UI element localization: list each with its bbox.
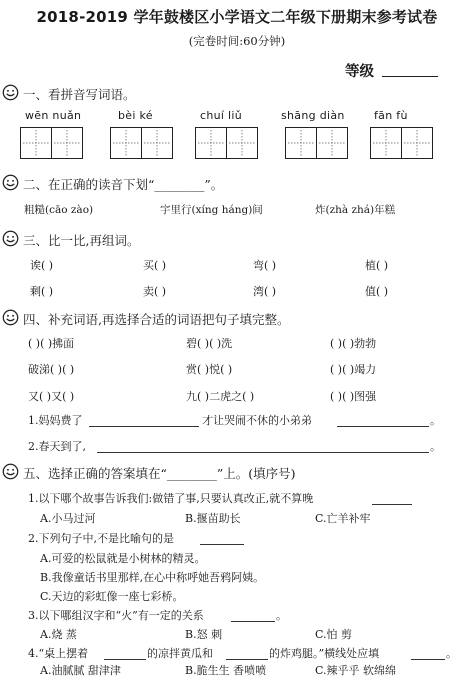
idiom-blank: 九( )二虎之( ) (186, 390, 255, 403)
section3-title: 三、比一比,再组词。 (23, 233, 140, 248)
q4-option-b: B.脆生生 香喷喷 (185, 664, 267, 677)
compare-word: 卖( ) (143, 285, 167, 298)
pinyin-1: wēn nuǎn (25, 109, 82, 122)
pinyin-4: shāng diàn (281, 109, 345, 122)
writing-box-3[interactable] (195, 127, 258, 159)
pinyin-5: fān fù (374, 109, 408, 122)
sentence1-end: 。 (430, 414, 441, 427)
compare-word: 湾( ) (253, 285, 277, 298)
q2-answer-blank[interactable] (200, 544, 244, 545)
q4-option-c: C.辣乎乎 软绵绵 (315, 664, 397, 677)
idiom-blank: 破涕( )( ) (28, 363, 75, 376)
compare-word: 植( ) (365, 259, 389, 272)
idiom-blank: 赏( )悦( ) (186, 363, 233, 376)
q3-text: 3.以下哪组汉字和“火”有一定的关系 (28, 609, 204, 622)
compare-word: 值( ) (365, 285, 389, 298)
smiley-icon (2, 463, 19, 480)
q3-option-c: C.怕 剪 (315, 628, 353, 641)
section5-title: 五、选择正确的答案填在“________”上。(填序号) (23, 466, 296, 481)
smiley-icon (2, 309, 19, 326)
writing-box-4[interactable] (285, 127, 348, 159)
q4-option-a: A.油腻腻 甜津津 (40, 664, 121, 677)
writing-box-2[interactable] (110, 127, 173, 159)
q2-option-c: C.天边的彩虹像一座七彩桥。 (40, 590, 184, 603)
q3-option-b: B.怒 刺 (185, 628, 223, 641)
q1-option-b: B.揠苗助长 (185, 512, 241, 525)
idiom-blank: 又( )又( ) (28, 390, 75, 403)
idiom-blank: ( )( )拂面 (28, 337, 75, 350)
pinyin-2: bèi ké (118, 109, 153, 122)
section2-title: 二、在正确的读音下划“________”。 (23, 177, 224, 192)
smiley-icon (2, 84, 19, 101)
q4-part-c: 的炸鸡腿。”横线处应填 (269, 647, 380, 660)
sentence2-part-a: 2.春天到了, (28, 440, 86, 453)
q4-blank-2[interactable] (226, 659, 268, 660)
q1-option-c: C.亡羊补牢 (315, 512, 371, 525)
idiom-blank: 碧( )( )洗 (186, 337, 233, 350)
section2-item-1: 粗糙(cāo zào) (24, 204, 94, 216)
q3-option-a: A.烧 蒸 (40, 628, 77, 641)
q1-answer-blank[interactable] (372, 504, 412, 505)
q1-option-a: A.小马过河 (40, 512, 96, 525)
q4-part-b: 的凉拌黄瓜和 (147, 647, 213, 660)
sentence1-part-a: 1.妈妈费了 (28, 414, 83, 427)
q2-text: 2.下列句子中,不是比喻句的是 (28, 532, 174, 545)
q4-end: 。 (446, 647, 457, 660)
smiley-icon (2, 174, 19, 191)
section4-title: 四、补充词语,再选择合适的词语把句子填完整。 (23, 312, 290, 327)
q4-blank-1[interactable] (104, 659, 146, 660)
q4-part-a: 4.“桌上摆着 (28, 647, 89, 660)
q2-option-a: A.可爱的松鼠就是小树林的精灵。 (40, 552, 206, 565)
section1-title: 一、看拼音写词语。 (23, 87, 136, 102)
q1-text: 1.以下哪个故事告诉我们:做错了事,只要认真改正,就不算晚 (28, 492, 314, 505)
compare-word: 弯( ) (253, 259, 277, 272)
section2-item-3: 炸(zhà zhá)年糕 (315, 204, 396, 216)
pinyin-3: chuí liǔ (200, 109, 243, 122)
q3-answer-blank[interactable] (231, 621, 275, 622)
q4-answer-blank[interactable] (411, 659, 445, 660)
idiom-blank: ( )( )勃勃 (330, 337, 377, 350)
sentence2-end: 。 (430, 440, 441, 453)
compare-word: 剩( ) (30, 285, 54, 298)
sentence1-part-b: 才让哭闹不休的小弟弟 (202, 414, 312, 427)
idiom-blank: ( )( )竭力 (330, 363, 377, 376)
exam-subtitle: (完卷时间:60分钟) (188, 34, 286, 48)
sentence1-blank-2[interactable] (337, 426, 429, 427)
exam-title: 2018-2019 学年鼓楼区小学语文二年级下册期末参考试卷 (36, 8, 438, 26)
grade-blank[interactable] (382, 76, 438, 77)
section2-item-2: 宇里行(xíng háng)间 (160, 204, 263, 216)
grade-label: 等级 (345, 64, 374, 80)
smiley-icon (2, 230, 19, 247)
writing-box-5[interactable] (370, 127, 433, 159)
idiom-blank: ( )( )图强 (330, 390, 377, 403)
sentence2-blank[interactable] (97, 452, 429, 453)
writing-box-1[interactable] (20, 127, 83, 159)
compare-word: 买( ) (143, 259, 167, 272)
q3-end: 。 (276, 609, 287, 622)
q2-option-b: B.我像童话书里那样,在心中称呼她吾鸦阿姨。 (40, 571, 265, 584)
sentence1-blank-1[interactable] (89, 426, 199, 427)
compare-word: 诶( ) (30, 259, 54, 272)
